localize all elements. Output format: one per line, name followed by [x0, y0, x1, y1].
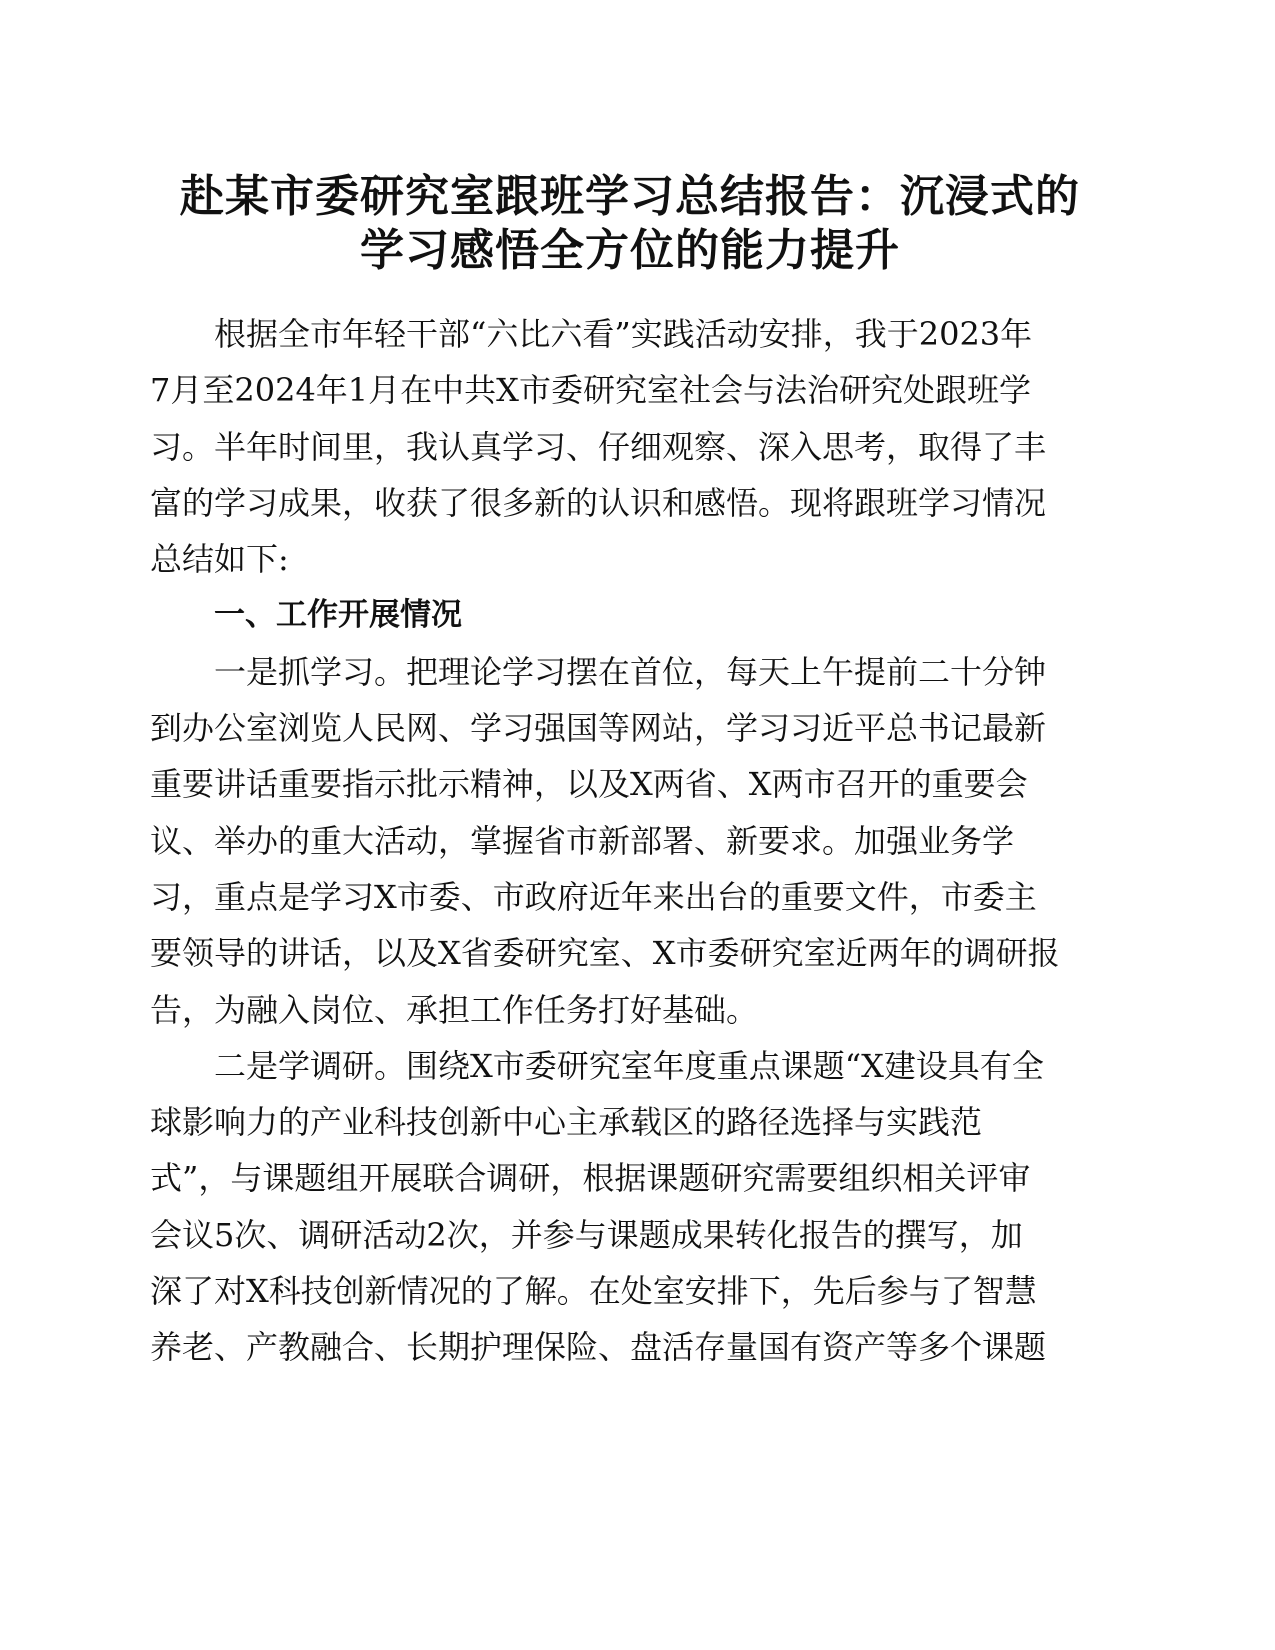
text-line: 7月至2024年1月在中共X市委研究室社会与法治研究处跟班学	[150, 371, 1031, 410]
text-line: 会议5次、调研活动2次，并参与课题成果转化报告的撰写，加	[150, 1215, 1023, 1254]
text-line: 总结如下:	[150, 540, 289, 579]
text-line: 养老、产教融合、长期护理保险、盘活存量国有资产等多个课题	[150, 1328, 1047, 1367]
text-line: 重要讲话重要指示批示精神，以及X两省、X两市召开的重要会	[150, 765, 1028, 804]
text-line: 二是学调研。围绕X市委研究室年度重点课题“X建设具有全	[214, 1046, 1044, 1085]
document-title	[150, 170, 1110, 278]
text-line: 式”，与课题组开展联合调研，根据课题研究需要组织相关评审	[150, 1159, 1031, 1198]
title-line: 学习感悟全方位的能力提升	[360, 225, 900, 276]
text-line: 一是抓学习。把理论学习摆在首位，每天上午提前二十分钟	[214, 652, 1047, 691]
text-line: 到办公室浏览人民网、学习强国等网站，学习习近平总书记最新	[150, 709, 1047, 748]
intro-paragraph	[150, 306, 1110, 587]
research-paragraph	[150, 1038, 1110, 1376]
text-line: 议、举办的重大活动，掌握省市新部署、新要求。加强业务学	[150, 821, 1015, 860]
text-line: 告，为融入岗位、承担工作任务打好基础。	[150, 990, 759, 1029]
section-heading: 一、工作开展情况	[214, 597, 462, 634]
text-line: 要领导的讲话，以及X省委研究室、X市委研究室近两年的调研报	[150, 934, 1060, 973]
text-line: 习。半年时间里，我认真学习、仔细观察、深入思考，取得了丰	[150, 427, 1047, 466]
section-heading-block	[150, 587, 1110, 643]
text-line: 富的学习成果，收获了很多新的认识和感悟。现将跟班学习情况	[150, 483, 1047, 522]
text-line: 深了对X科技创新情况的了解。在处室安排下，先后参与了智慧	[150, 1272, 1037, 1311]
document-body	[150, 306, 1110, 1376]
text-line: 球影响力的产业科技创新中心主承载区的路径选择与实践范	[150, 1103, 983, 1142]
title-line: 赴某市委研究室跟班学习总结报告：沉浸式的	[180, 171, 1080, 222]
text-line: 根据全市年轻干部“六比六看”实践活动安排，我于2023年	[214, 315, 1033, 353]
study-paragraph	[150, 644, 1110, 1038]
text-line: 习，重点是学习X市委、市政府近年来出台的重要文件，市委主	[150, 877, 1037, 916]
